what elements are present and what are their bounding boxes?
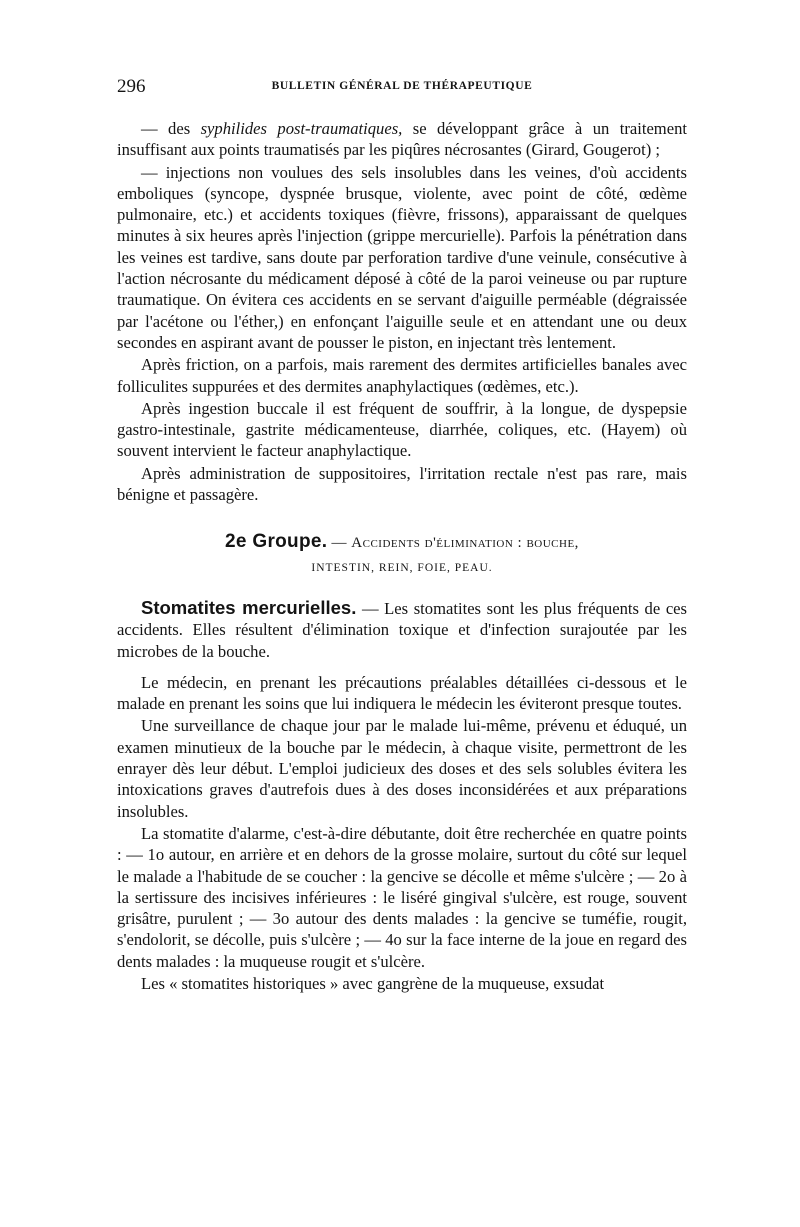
paragraph-friction: Après friction, on a parfois, mais rarement des dermites artificielles banales avec folliculites suppurées et des dermites anaphylactiques (œdèmes, etc.). <box>117 355 687 396</box>
group-label: 2e Groupe. <box>225 531 328 553</box>
paragraph-injections: — injections non voulues des sels insolubles dans les veines, d'où accidents emboliques (syncope, dyspnée brusque, violente, avec point de côté, œdème pulmonaire, etc.) et accidents toxiques (fièvre, frissons), apparaissant de quelques minutes à six heures après l'injection (grippe mercurielle). Parfois la pénétration dans les veines est tardive, sans doute par perforation tardive d'une veinule, consécutive à l'action nécrosante du médicament déposé à côté de la paroi veineuse ou par rupture traumatique. On évitera ces accidents en se servant d'aiguille perméable (dégraissée par l'acétone ou l'éther,) en enfonçant l'aiguille seule et en attendant une ou deux secondes en aspirant avant de pousser le piston, en injectant très lentement. <box>117 162 687 352</box>
group-title: Accidents d'élimination : bouche, <box>351 535 579 552</box>
running-title: BULLETIN GÉNÉRAL DE THÉRAPEUTIQUE <box>271 80 533 92</box>
italic-term: syphilides post-traumatiques, <box>200 119 403 138</box>
group-heading-line2: INTESTIN, REIN, FOIE, PEAU. <box>311 561 493 574</box>
paragraph-text: — des <box>141 119 201 138</box>
group-heading <box>117 531 687 579</box>
page-header <box>117 76 687 100</box>
section-title: Stomatites mercurielles. <box>141 596 357 618</box>
group-heading-line1 <box>117 531 687 554</box>
paragraph-stomatites-intro <box>117 597 687 662</box>
paragraph-text: se développant grâce à un traitement insuffisant aux points traumatisés par les piqûres nécrosantes (Girard, Gougerot) ; <box>117 119 687 160</box>
paragraph-stomatites-historiques: Les « stomatites historiques » avec gangrène de la muqueuse, exsudat <box>141 973 605 993</box>
paragraph-precautions: Le médecin, en prenant les précautions préalables détaillées ci-dessous et le malade en prenant les soins que lui indiquera le médecin les éviteront presque toutes. <box>117 672 687 714</box>
paragraph-text: — Les stomatites sont les plus fréquents de ces accidents. Elles résultent d'élimination toxique et d'infection surajoutée par les microbes de la bouche. <box>117 598 688 661</box>
paragraph-ingestion: Après ingestion buccale il est fréquent de souffrir, à la longue, de dyspepsie gastro-intestinale, gastrite médicamenteuse, diarrhée, coliques, etc. (Hayem) où souvent intervient le facteur anaphylactique. <box>117 398 687 461</box>
paragraph-stomatite-alarme: La stomatite d'alarme, c'est-à-dire débutante, doit être recherchée en quatre points : — 1o autour, en arrière et en dehors de la grosse molaire, surtout du côté sur lequel le malade a l'habitude de se coucher : la gencive se décolle et même s'ulcère ; — 2o à la sertissure des incisives inférieures : le liséré gingival s'ulcère, est rouge, souvent grisâtre, purulent ; — 3o autour des dents malades : la gencive se tuméfie, rougit, s'endolorit, se décolle, puis s'ulcère ; — 4o sur la face interne de la joue en regard des dents malades : la muqueuse rougit et s'ulcère. <box>117 823 687 971</box>
group-dash: — <box>327 535 352 552</box>
paragraph-suppositoires: Après administration de suppositoires, l'irritation rectale n'est pas rare, mais bénigne et passagère. <box>117 463 687 505</box>
paragraph-surveillance: Une surveillance de chaque jour par le malade lui-même, prévenu et éduqué, un examen minutieux de la bouche par le médecin, à chaque visite, permettront de les enrayer dès leur début. L'emploi judicieux des doses et des sels solubles évitera les intoxications graves d'autrefois dues à des doses inconsidérées et aux préparations insolubles. <box>117 716 687 821</box>
page-body <box>117 118 687 994</box>
paragraph-syphilides <box>117 118 687 161</box>
page-number: 296 <box>117 76 146 97</box>
